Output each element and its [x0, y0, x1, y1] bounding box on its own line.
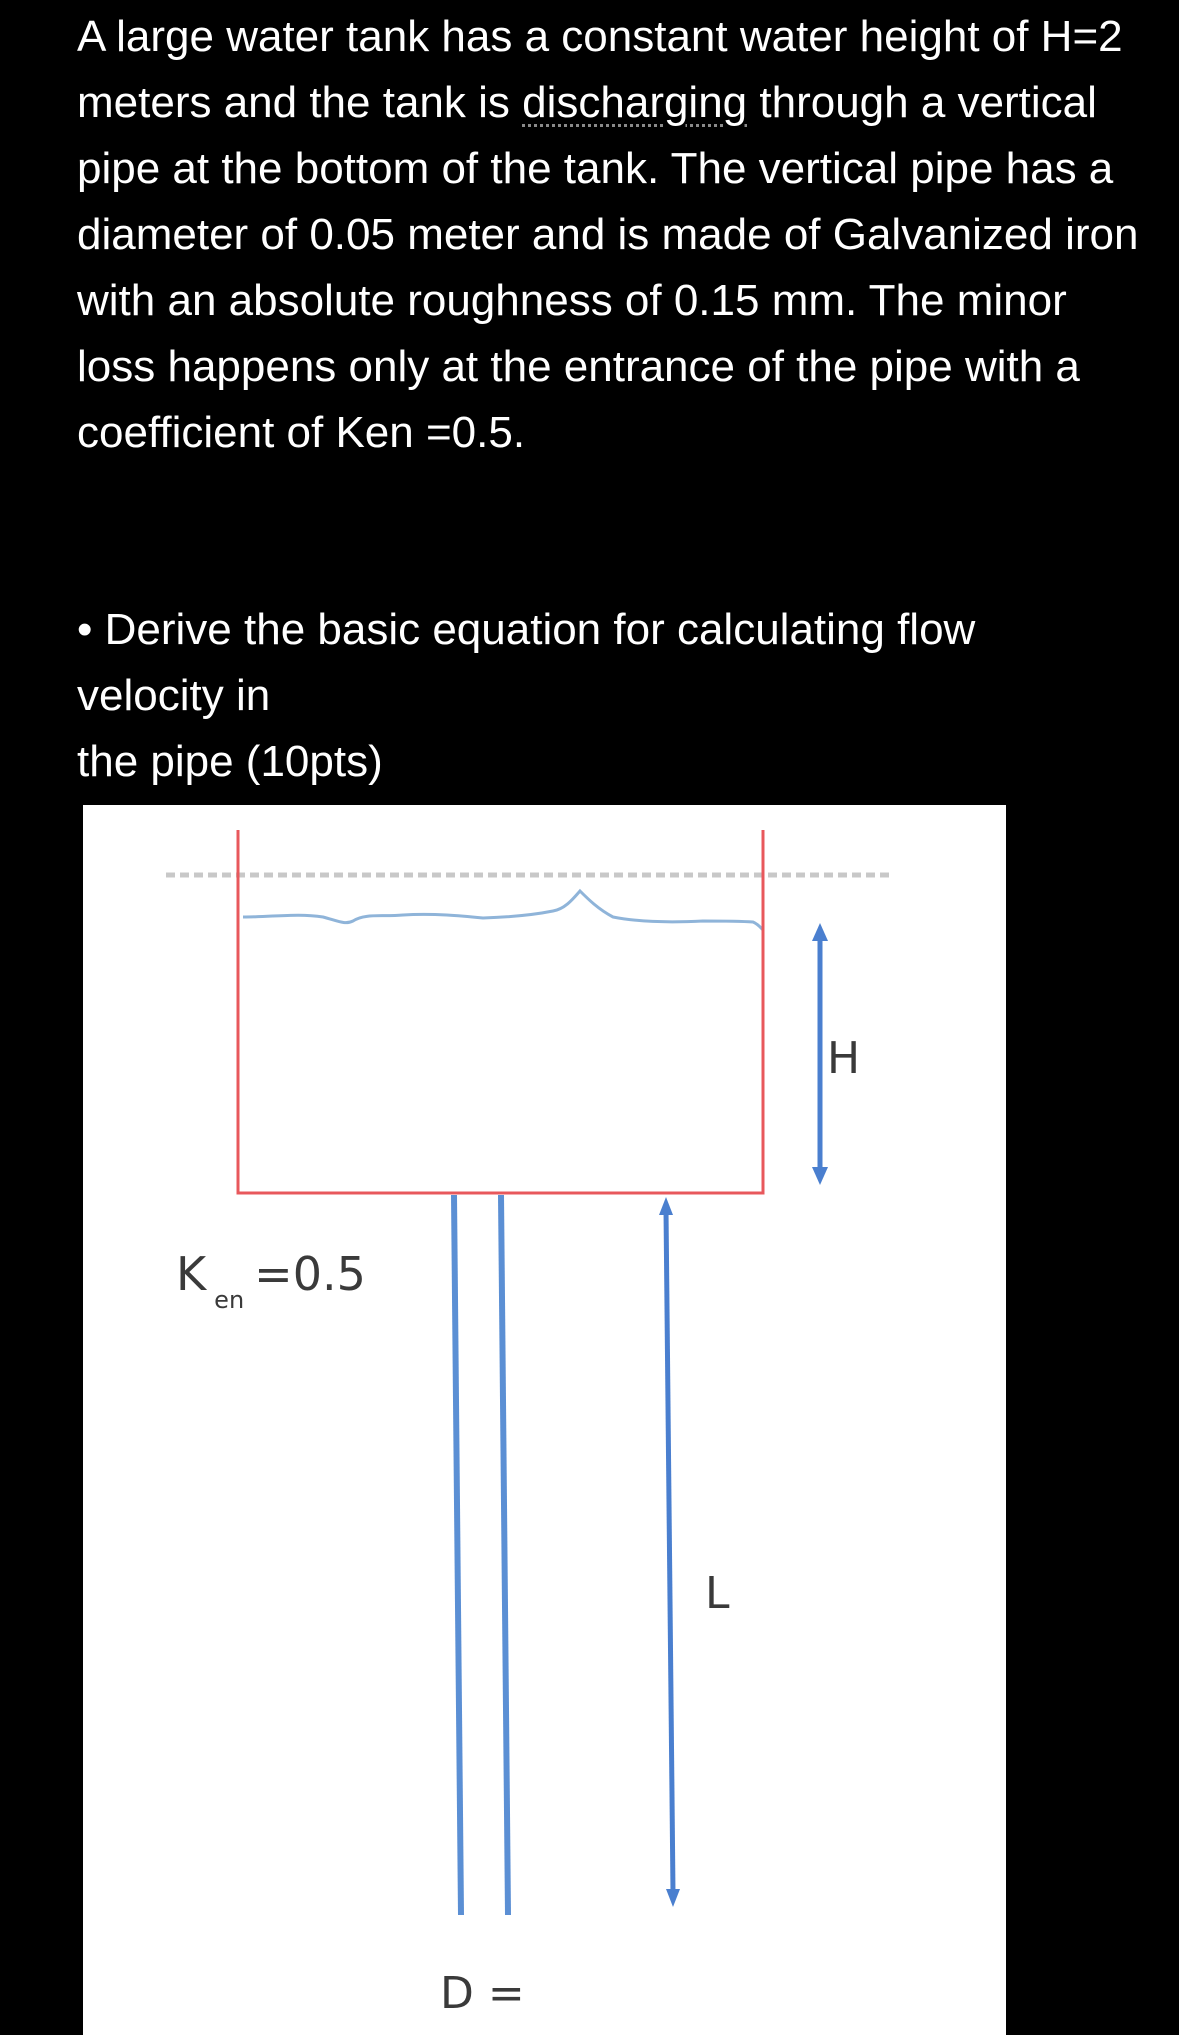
diameter-label: D = — [440, 1968, 525, 2019]
task-line-2: velocity in — [77, 671, 271, 720]
question-paragraph — [77, 4, 1147, 466]
task-prompt — [77, 597, 1147, 795]
height-arrow-top — [812, 923, 828, 941]
k-value: =0.5 — [254, 1247, 366, 1301]
k-subscript: en — [214, 1286, 245, 1314]
k-symbol: K — [176, 1247, 207, 1301]
question-part-1: A large water tank has a constant water height of H=2 meters and the tank is — [77, 12, 1123, 127]
task-line-3: the pipe (10pts) — [77, 737, 383, 786]
height-label: H — [827, 1033, 861, 1084]
tank-pipe-diagram — [83, 805, 1006, 2035]
discharging-link[interactable]: discharging — [522, 78, 748, 127]
length-arrow-top — [659, 1197, 673, 1215]
pipe-right-wall — [501, 1195, 508, 1915]
tank-outline — [238, 830, 763, 1193]
task-line-1: • Derive the basic equation for calculating flow — [77, 605, 976, 654]
entrance-loss-label — [176, 1247, 366, 1314]
question-text — [77, 4, 1147, 466]
question-part-2: through a vertical pipe at the bottom of the tank. The vertical pipe has a diameter of 0.05 meter and is made of Galvanized iron with an absolute roughness of 0.15 mm. The minor loss happens only at the entrance of the pipe with a coefficient of Ken =0.5. — [77, 78, 1139, 457]
pipe-left-wall — [454, 1195, 461, 1915]
diagram-drawing — [83, 805, 1006, 2035]
height-arrow-bottom — [812, 1167, 828, 1185]
length-label: L — [705, 1568, 730, 1619]
length-dimension-line — [666, 1210, 673, 1893]
length-arrow-bottom — [666, 1889, 680, 1907]
water-surface — [243, 891, 763, 930]
